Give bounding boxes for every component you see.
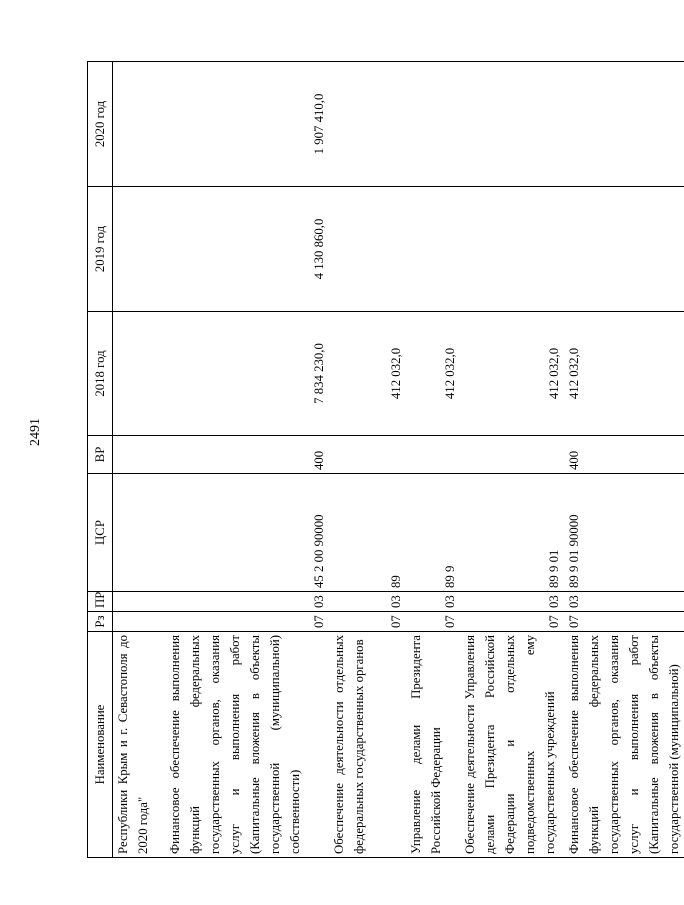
page-number: 2491 bbox=[28, 418, 43, 446]
row-2019 bbox=[406, 187, 460, 312]
row-2020: 1 907 410,0 bbox=[165, 62, 329, 187]
row-csr: 89 bbox=[329, 474, 406, 592]
row-vr bbox=[329, 436, 406, 474]
row-2020 bbox=[329, 62, 406, 187]
row-csr bbox=[113, 474, 165, 592]
row-pr: 03 bbox=[406, 592, 460, 612]
row-vr bbox=[406, 436, 460, 474]
row-pr bbox=[113, 592, 165, 612]
row-2020 bbox=[406, 62, 460, 187]
row-2020 bbox=[113, 62, 165, 187]
table-row bbox=[113, 62, 165, 858]
header-2019: 2019 год bbox=[88, 187, 113, 312]
table-header bbox=[88, 62, 113, 858]
row-2018: 412 032,0 bbox=[564, 312, 684, 436]
row-name: Управление делами Президента Российской Федерации bbox=[406, 632, 460, 858]
row-pr: 03 bbox=[165, 592, 329, 612]
row-csr: 89 9 bbox=[406, 474, 460, 592]
row-2019 bbox=[329, 187, 406, 312]
row-csr: 89 9 01 90000 bbox=[564, 474, 684, 592]
table-row bbox=[165, 62, 329, 858]
row-2019 bbox=[460, 187, 564, 312]
header-pr: ПР bbox=[88, 592, 113, 612]
header-2020: 2020 год bbox=[88, 62, 113, 187]
row-name: Обеспечение деятельности отдельных федеральных государственных органов bbox=[329, 632, 406, 858]
row-2018: 7 834 230,0 bbox=[165, 312, 329, 436]
row-vr: 400 bbox=[165, 436, 329, 474]
row-pr: 03 bbox=[564, 592, 684, 612]
row-name: Финансовое обеспечение выполнения функций федеральных государственных органов, оказания услуг и выполнения работ (Капитальные вложения в объекты государственной (муниципальной) bbox=[564, 632, 684, 858]
row-rz: 07 bbox=[564, 612, 684, 632]
header-row bbox=[88, 62, 113, 858]
header-2018: 2018 год bbox=[88, 312, 113, 436]
row-2018 bbox=[113, 312, 165, 436]
row-vr bbox=[460, 436, 564, 474]
row-2019: 4 130 860,0 bbox=[165, 187, 329, 312]
table-row bbox=[406, 62, 460, 858]
row-rz bbox=[113, 612, 165, 632]
row-csr: 89 9 01 bbox=[460, 474, 564, 592]
row-vr: 400 bbox=[564, 436, 684, 474]
header-rz: Рз bbox=[88, 612, 113, 632]
row-rz: 07 bbox=[406, 612, 460, 632]
rotated-page-content bbox=[87, 62, 681, 858]
table-row bbox=[329, 62, 406, 858]
table-row bbox=[460, 62, 564, 858]
header-vr: ВР bbox=[88, 436, 113, 474]
row-rz: 07 bbox=[329, 612, 406, 632]
row-csr: 45 2 00 90000 bbox=[165, 474, 329, 592]
row-2020 bbox=[564, 62, 684, 187]
row-name: Обеспечение деятельности Управления делами Президента Российской Федерации и отдельных подведомственных ему государственных учреждений bbox=[460, 632, 564, 858]
header-csr: ЦСР bbox=[88, 474, 113, 592]
table-row bbox=[564, 62, 684, 858]
row-pr: 03 bbox=[329, 592, 406, 612]
row-2018: 412 032,0 bbox=[406, 312, 460, 436]
row-2019 bbox=[113, 187, 165, 312]
row-vr bbox=[113, 436, 165, 474]
row-name: Республики Крым и г. Севастополя до 2020 года" bbox=[113, 632, 165, 858]
row-2020 bbox=[460, 62, 564, 187]
row-rz: 07 bbox=[165, 612, 329, 632]
row-name: Финансовое обеспечение выполнения функций федеральных государственных органов, оказания услуг и выполнения работ (Капитальные вложения в объекты государственной (муниципальной) собственности) bbox=[165, 632, 329, 858]
row-2019 bbox=[564, 187, 684, 312]
budget-table bbox=[87, 61, 684, 858]
header-name: Наименование bbox=[88, 632, 113, 858]
row-2018: 412 032,0 bbox=[329, 312, 406, 436]
row-pr: 03 bbox=[460, 592, 564, 612]
row-2018: 412 032,0 bbox=[460, 312, 564, 436]
row-rz: 07 bbox=[460, 612, 564, 632]
